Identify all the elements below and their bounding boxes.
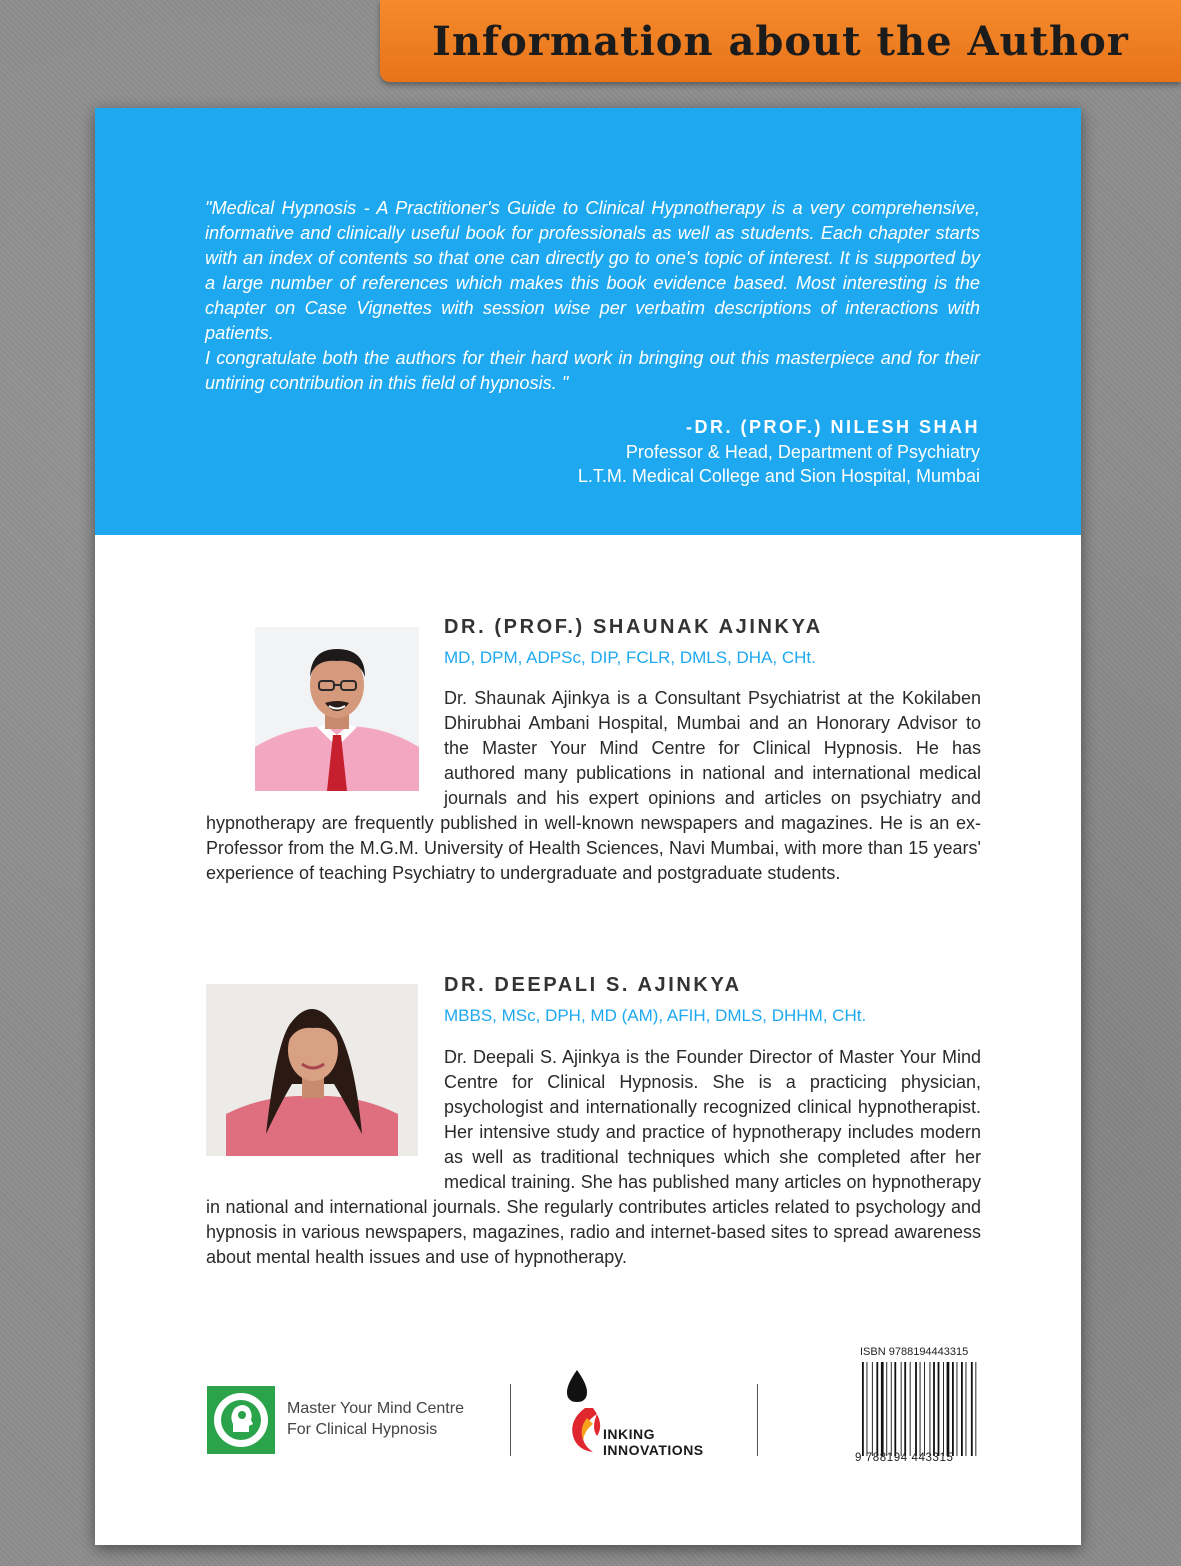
centre-name-line-2: For Clinical Hypnosis bbox=[287, 1421, 438, 1438]
publisher-name bbox=[603, 1426, 704, 1458]
head-emblem-icon bbox=[207, 1386, 275, 1454]
centre-name-line-1: Master Your Mind Centre bbox=[287, 1400, 464, 1417]
endorsement-panel bbox=[95, 108, 1081, 535]
author-2-name: DR. DEEPALI S. AJINKYA bbox=[444, 974, 742, 996]
author-2-photo bbox=[206, 984, 418, 1156]
footer-divider-1 bbox=[510, 1384, 511, 1456]
endorsement-quote bbox=[205, 196, 980, 396]
endorser-affiliation: L.T.M. Medical College and Sion Hospital, Mumbai bbox=[577, 466, 980, 486]
centre-name bbox=[287, 1398, 464, 1440]
footer-divider-2 bbox=[757, 1384, 758, 1456]
author-1-name: DR. (PROF.) SHAUNAK AJINKYA bbox=[444, 616, 823, 638]
isbn-label: ISBN 9788194443315 bbox=[860, 1346, 969, 1358]
ink-drop-flame-icon bbox=[563, 1370, 608, 1452]
publisher-line-2: INNOVATIONS bbox=[603, 1442, 704, 1458]
author-1-bio: Dr. Shaunak Ajinkya is a Consultant Psychiatrist at the Kokilaben Dhirubhai Ambani Hospital, Mumbai and an Honorary Advisor to the Master Your Mind Centre for Clinical Hypnosis. He has authored many publications in national and international medical journals and his expert opinions and articles on psychiatry and hypnotherapy are frequently published in well-known newspapers and magazines. He is an ex-Professor from the M.G.M. University of Health Sciences, Navi Mumbai, with more than 15 years' experience of teaching Psychiatry to undergraduate and postgraduate students. bbox=[206, 688, 981, 883]
endorser-title: Professor & Head, Department of Psychiatry bbox=[625, 442, 980, 462]
quote-paragraph-1: "Medical Hypnosis - A Practitioner's Guide to Clinical Hypnotherapy is a very comprehensive, informative and clinically useful book for professionals as well as students. Each chapter starts with an index of contents so that one can directly go to one's topic of interest. It is supported by a large number of references which makes this book evidence based. Most interesting is the chapter on Case Vignettes with session wise per verbatim descriptions of interactions with patients. bbox=[205, 198, 980, 343]
endorser-block bbox=[578, 414, 980, 488]
isbn-barcode bbox=[860, 1362, 986, 1456]
author-2-bio: Dr. Deepali S. Ajinkya is the Founder Director of Master Your Mind Centre for Clinical Hypnosis. She is a practicing physician, psychologist and internationally recognized clinical hypnotherapist. Her intensive study and practice of hypnotherapy includes modern as well as traditional techniques which she completed after her medical training. She has published many articles on hypnotherapy in national and international journals. She regularly contributes articles related to psychology and hypnosis in various newspapers, magazines, radio and internet-based sites to spread awareness about mental health issues and use of hypnotherapy. bbox=[206, 1047, 981, 1267]
author-2-qualifications: MBBS, MSc, DPH, MD (AM), AFIH, DMLS, DHHM, CHt. bbox=[444, 1006, 867, 1025]
endorser-name: -DR. (PROF.) NILESH SHAH bbox=[686, 417, 980, 437]
book-back-cover bbox=[95, 108, 1081, 1545]
quote-paragraph-2: I congratulate both the authors for their hard work in bringing out this masterpiece and for their untiring contribution in this field of hypnosis. " bbox=[205, 348, 980, 393]
isbn-digits: 9 788194 443315 bbox=[855, 1452, 954, 1464]
author-1-qualifications: MD, DPM, ADPSc, DIP, FCLR, DMLS, DHA, CHt. bbox=[444, 648, 816, 667]
author-2-bio-block bbox=[206, 1045, 981, 1270]
author-1-bio-block bbox=[206, 686, 981, 886]
title-banner bbox=[380, 0, 1181, 82]
author-1-photo bbox=[255, 627, 419, 791]
publisher-line-1: INKING bbox=[603, 1426, 655, 1442]
banner-title: Information about the Author bbox=[432, 17, 1129, 65]
